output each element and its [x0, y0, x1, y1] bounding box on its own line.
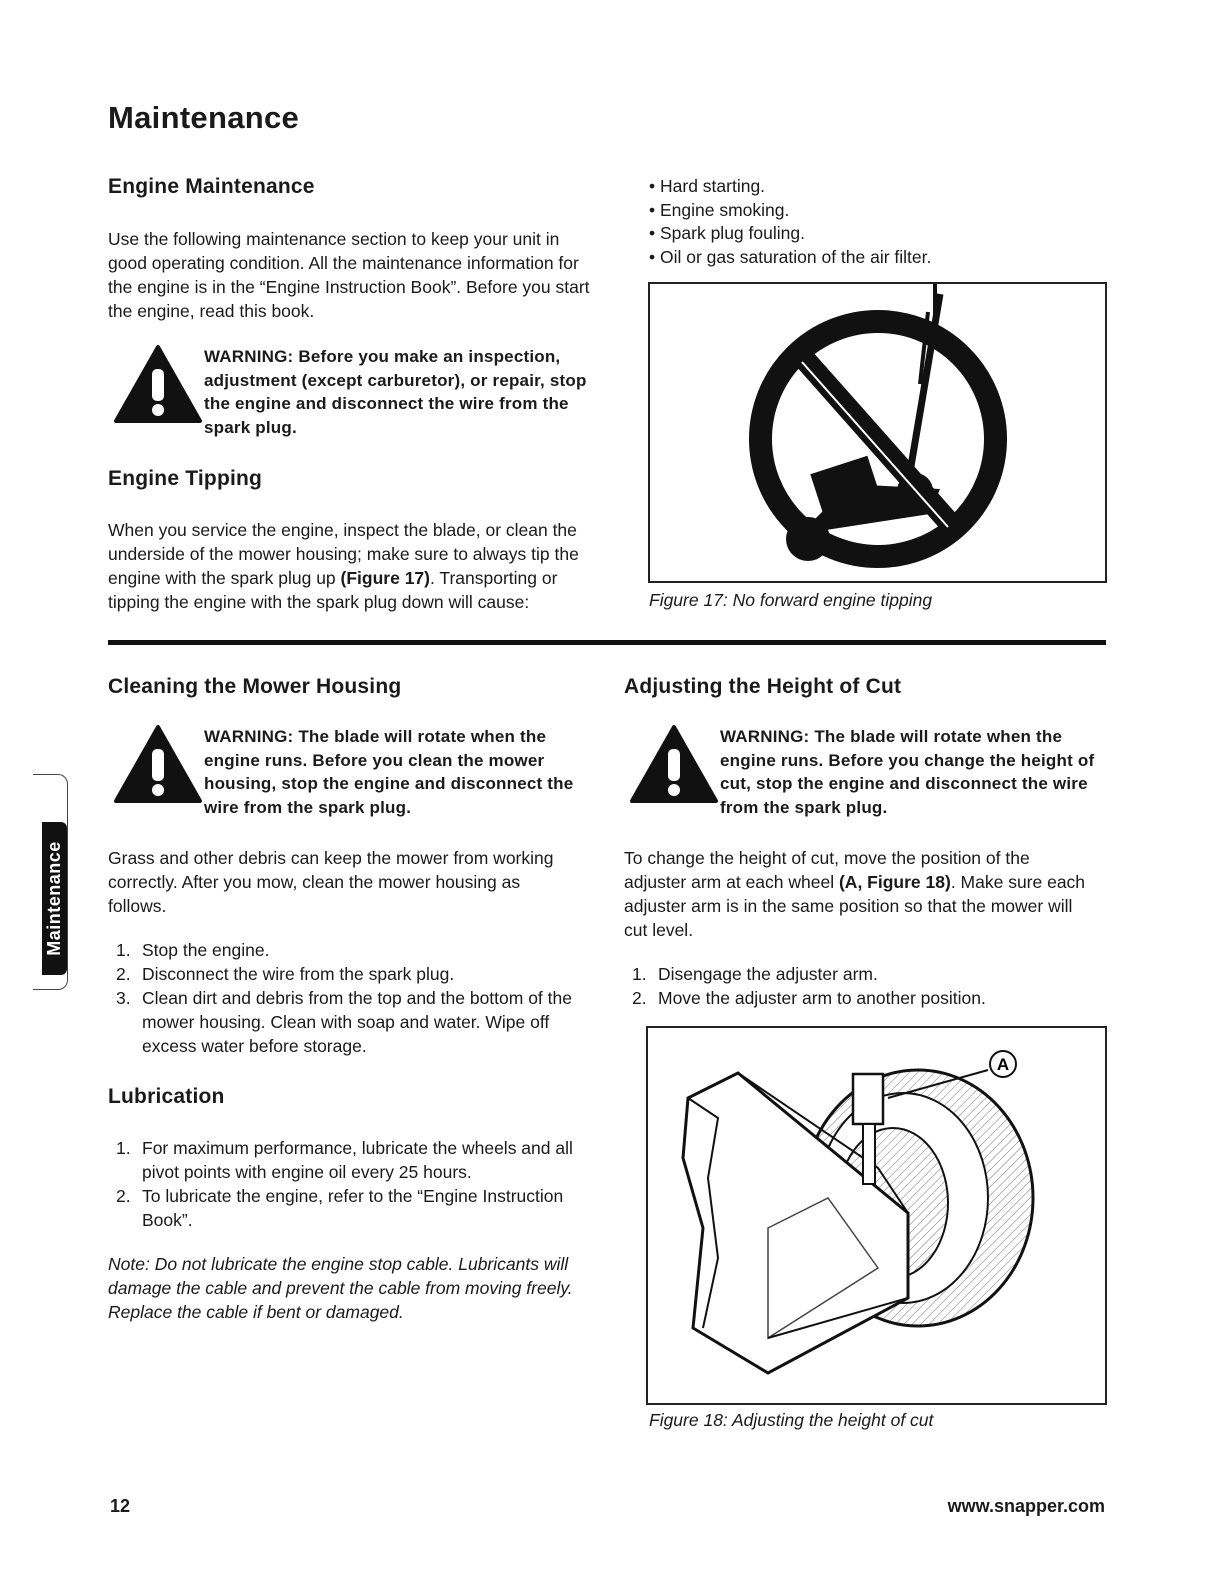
engine-maintenance-heading: Engine Maintenance: [108, 175, 315, 198]
warning-text: WARNING: The blade will rotate when the engine runs. Before you change the height of cut, stop the engine and disconnect the wire from the spark plug.: [720, 727, 1095, 817]
lubrication-steps: [108, 1136, 588, 1232]
page-title: Maintenance: [108, 100, 300, 135]
list-item: 2. Disconnect the wire from the spark plug.: [116, 964, 455, 984]
figure-18-caption: Figure 18: Adjusting the height of cut: [649, 1410, 934, 1430]
height-adjuster-illustration: [648, 1028, 1105, 1403]
list-item: 3. Clean dirt and debris from the top and the bottom of the mower housing. Clean with soap and water. Wipe off excess water before storage.: [116, 988, 572, 1056]
engine-tipping-body: [108, 518, 593, 614]
list-item: • Oil or gas saturation of the air filter.: [649, 246, 931, 270]
list-item: • Hard starting.: [649, 175, 931, 199]
page-number: 12: [110, 1496, 131, 1516]
figure-17: [648, 282, 1107, 583]
height-of-cut-heading: Adjusting the Height of Cut: [624, 675, 902, 698]
warning-triangle-icon: [112, 725, 204, 805]
website-link[interactable]: www.snapper.com: [947, 1496, 1105, 1516]
cleaning-heading: Cleaning the Mower Housing: [108, 675, 402, 698]
list-item: 2. Move the adjuster arm to another position.: [632, 988, 986, 1008]
warning-triangle-icon: [628, 725, 720, 805]
warning-triangle-icon: [112, 345, 204, 425]
cleaning-steps: [108, 938, 593, 1058]
lubrication-heading: Lubrication: [108, 1085, 225, 1108]
height-of-cut-warning: [628, 725, 1108, 825]
no-tipping-illustration: [650, 284, 1105, 581]
engine-tipping-heading: Engine Tipping: [108, 467, 263, 490]
list-item: 1. Disengage the adjuster arm.: [632, 964, 878, 984]
tipping-effects-list: [649, 175, 931, 269]
list-item: • Engine smoking.: [649, 199, 931, 223]
list-item: • Spark plug fouling.: [649, 222, 931, 246]
engine-tipping-text-end: . Transporting or tipping the engine with the spark plug down will cause:: [108, 568, 558, 612]
height-of-cut-steps: [624, 962, 1104, 1010]
warning-text: WARNING: The blade will rotate when the engine runs. Before you clean the mower housing, stop the engine and disconnect the wire from the spark plug.: [204, 727, 574, 817]
warning-text: WARNING: Before you make an inspection, adjustment (except carburetor), or repair, stop the engine and disconnect the wire from the spark plug.: [204, 347, 587, 437]
height-of-cut-body: To change the height of cut, move the position of the adjuster arm at each wheel (A, Figure 18). Make sure each adjuster arm is in the same position so that the mower will cut level.: [624, 848, 1086, 940]
engine-tipping-text: When you service the engine, inspect the blade, or clean the underside of the mower housing; make sure to always tip the engine with the spark plug up: [108, 520, 579, 588]
figure-17-caption: Figure 17: No forward engine tipping: [649, 590, 933, 610]
figure-18: [646, 1026, 1107, 1405]
side-tab-label: Maintenance: [44, 841, 64, 956]
lubrication-note: Note: Do not lubricate the engine stop cable. Lubricants will damage the cable and prevent the cable from moving freely. Replace the cable if bent or damaged.: [108, 1254, 573, 1322]
figure-17-reference: (Figure 17): [340, 568, 430, 588]
list-item: 2. To lubricate the engine, refer to the “Engine Instruction Book”.: [116, 1186, 564, 1230]
cleaning-warning: [112, 725, 592, 825]
side-tab: [33, 774, 68, 990]
engine-maintenance-body: Use the following maintenance section to keep your unit in good operating condition. All the maintenance information for the engine is in the “Engine Instruction Book”. Before you start the engine, read this book.: [108, 229, 590, 321]
engine-maintenance-warning: [112, 345, 592, 445]
list-item: 1. Stop the engine.: [116, 940, 270, 960]
figure-18-reference: (A, Figure 18): [838, 872, 951, 892]
list-item: 1. For maximum performance, lubricate the wheels and all pivot points with engine oil every 25 hours.: [116, 1138, 573, 1182]
callout-a-label: A: [996, 1055, 1010, 1074]
section-divider: [108, 640, 1106, 645]
cleaning-body: Grass and other debris can keep the mower from working correctly. After you mow, clean the mower housing as follows.: [108, 848, 554, 916]
